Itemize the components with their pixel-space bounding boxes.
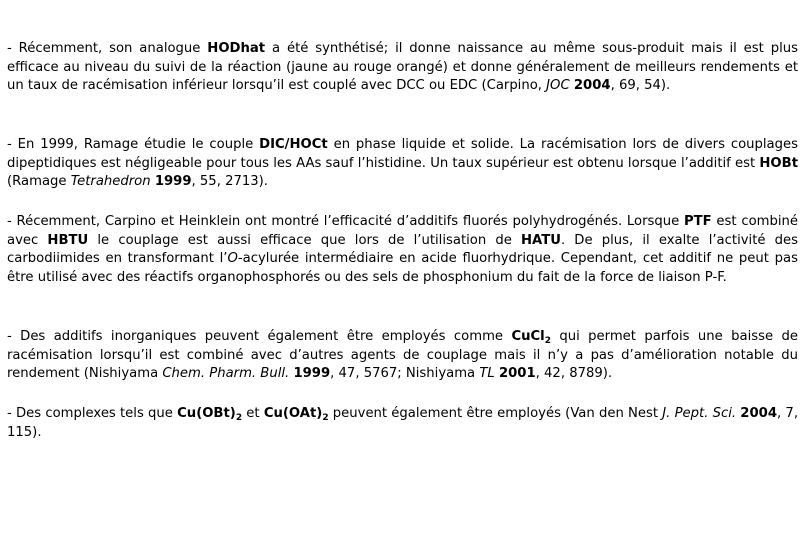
bold-text: 1999 <box>293 366 331 381</box>
text-run: - Récemment, Carpino et Heinklein ont montré l’efficacité d’additifs fluorés polyhydrogénés. Lorsque <box>7 214 684 229</box>
italic-text: J. Pept. Sci. <box>662 406 737 421</box>
bold-text: HATU <box>521 232 561 248</box>
bold-text: DIC/HOCt <box>259 137 328 152</box>
bold-text: Cu(OBt) <box>177 406 236 421</box>
bold-text: Cu(OAt) <box>263 406 323 421</box>
italic-text: JOC <box>546 78 570 93</box>
italic-text: TL <box>479 366 495 381</box>
paragraph-hodhat <box>7 40 798 96</box>
text-run: en phase liquide et solide. La racémisation lors de divers couplages dipeptidiques est négligeable pour tous les AAs sauf l’histidine. Un taux supérieur est obtenu lorsque l’additif est <box>7 137 798 171</box>
bold-text: 2004 <box>573 78 611 93</box>
text-run: qui permet parfois une baisse de racémisation lorsqu’il est combiné avec d’autres agents de couplage mais il n’y a pas d’amélioration notable du rendement (Nishiyama <box>7 329 798 381</box>
text-run: , 7, 115). <box>7 406 799 440</box>
text-run: et <box>242 406 264 421</box>
paragraph-ptf-additives <box>7 213 798 287</box>
text-run: - Des complexes tels que <box>7 406 178 421</box>
text-run: est combiné avec <box>7 214 798 248</box>
text-run: , 69, 54). <box>610 78 671 93</box>
text-run: -acylurée intermédiaire en acide fluorhydrique. Cependant, cet additif ne peut pas être utilisé avec des réactifs organophosphorés ou des sels de phosphonium du fait de la force de liaison P-F. <box>7 251 798 285</box>
text-run: - En 1999, Ramage étudie le couple <box>7 137 260 152</box>
text-run: - Récemment, son analogue <box>7 41 208 56</box>
text-run: , 42, 8789). <box>535 366 613 381</box>
paragraph-inorganic-additives <box>7 328 798 384</box>
text-run: . De plus, il exalte l’activité des carbodiimides en transformant l’ <box>7 232 798 266</box>
bold-text: 2001 <box>498 366 536 381</box>
subscript-text: 2 <box>235 413 243 423</box>
bold-text: PTF <box>684 214 712 229</box>
bold-text: CuCl <box>511 329 545 344</box>
text-run: (Ramage <box>7 174 71 189</box>
italic-text: Tetrahedron <box>70 174 151 189</box>
text-run: , 55, 2713). <box>191 174 268 189</box>
bold-text: HOBt <box>759 155 798 171</box>
bold-text: HODhat <box>207 41 266 56</box>
text-run: le couplage est aussi efficace que lors de l’utilisation de <box>88 232 522 248</box>
text-run: - Des additifs inorganiques peuvent également être employés comme <box>7 329 512 344</box>
paragraph-copper-complexes <box>7 405 798 442</box>
subscript-text: 2 <box>322 413 329 423</box>
italic-text: O <box>227 251 238 266</box>
text-run: a été synthétisé; il donne naissance au même sous-produit mais il est plus efficace au niveau du suivi de la réaction (jaune au rouge orangé) et donne généralement de meilleurs rendements et un taux de racémisation inférieur lorsqu’il est couplé avec DCC ou EDC (Carpino, <box>7 41 798 93</box>
text-run: peuvent également être employés (Van den Nest <box>328 406 663 421</box>
bold-text: 2004 <box>740 406 778 421</box>
bold-text: HBTU <box>47 232 89 248</box>
paragraph-dic-hoct <box>7 136 798 192</box>
subscript-text: 2 <box>544 336 551 346</box>
bold-text: 1999 <box>154 174 192 189</box>
text-run: , 47, 5767; Nishiyama <box>330 366 480 381</box>
italic-text: Chem. Pharm. Bull. <box>162 366 290 381</box>
